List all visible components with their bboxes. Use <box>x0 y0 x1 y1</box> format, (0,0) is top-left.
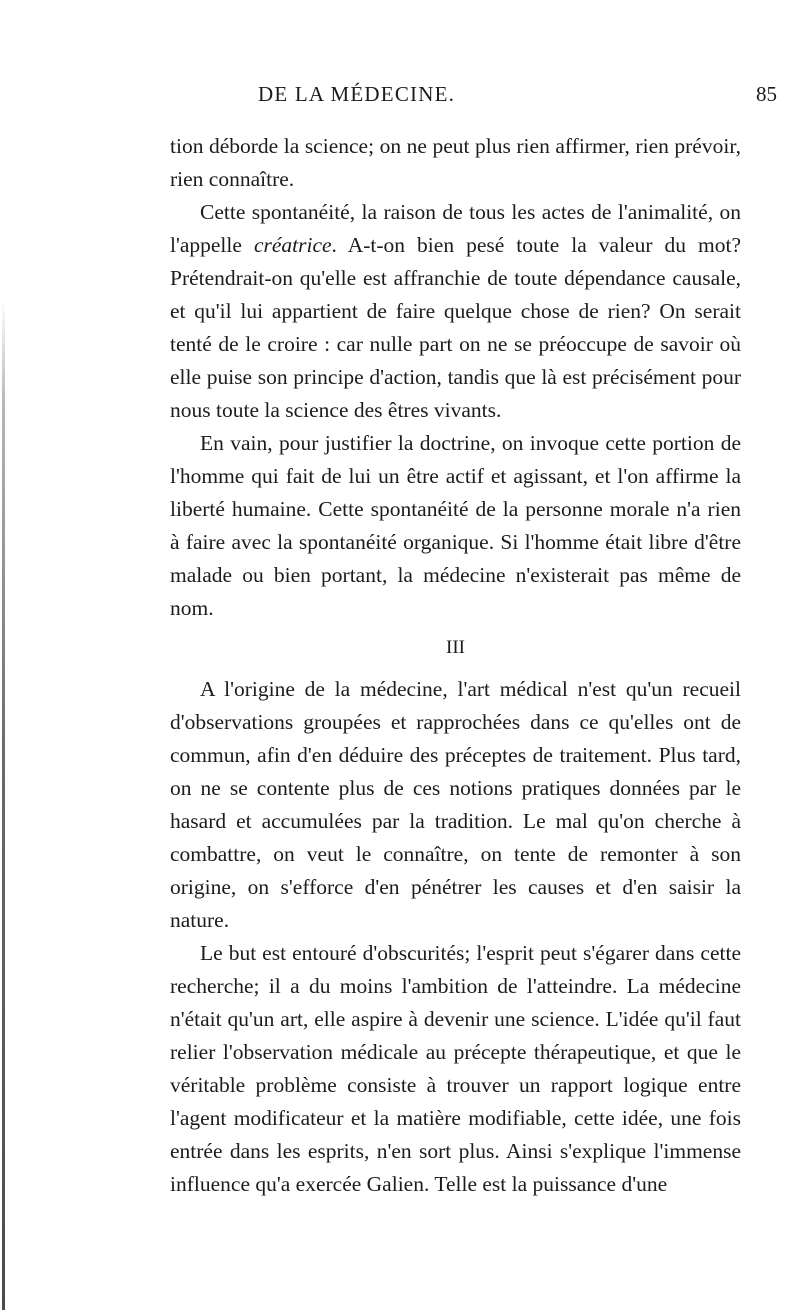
page-header <box>170 82 800 112</box>
paragraph: A l'origine de la médecine, l'art médical n'est qu'un recueil d'observations groupées et rapprochées dans ce qu'elles ont de commun, afin d'en déduire des préceptes de traitement. Plus tard, on ne se contente plus de ces notions pratiques données par le hasard et accumulées par la tradition. Le mal qu'on cherche à combattre, on veut le connaître, on tente de remonter à son origine, on s'efforce d'en pénétrer les causes et d'en saisir la nature. <box>170 677 741 932</box>
paragraph-continued: tion déborde la science; on ne peut plus rien affirmer, rien prévoir, rien connaître. <box>170 134 741 191</box>
running-title: DE LA MÉDECINE. <box>258 82 456 106</box>
paragraph: Le but est entouré d'obscurités; l'esprit peut s'égarer dans cette recherche; il a du moins l'ambition de l'atteindre. La médecine n'était qu'un art, elle aspire à devenir une science. L'idée qu'il faut relier l'observation médicale au précepte thérapeutique, et que le véritable problème consiste à trouver un rapport logique entre l'agent modificateur et la matière modifiable, cette idée, une fois entrée dans les esprits, n'en sort plus. Ainsi s'explique l'immense influence qu'a exercée Galien. Telle est la puissance d'une <box>170 941 741 1196</box>
body-text <box>170 130 741 1201</box>
page-number: 85 <box>756 82 777 106</box>
paragraph-text: . A-t-on bien pesé toute la valeur du mot? Prétendrait-on qu'elle est affranchie de toute dépendance causale, et qu'il lui appartient de faire quelque chose de rien? On serait tenté de le croire : car nulle part on ne se préoccupe de savoir où elle puise son principe d'action, tandis que là est précisément pour nous toute la science des êtres vivants. <box>170 233 741 422</box>
paragraph-text: Cette spontanéité, la raison de tous les actes de l'animalité, on l'appelle <box>170 200 741 257</box>
page-edge-shadow <box>2 300 5 1310</box>
section-heading: III <box>446 637 465 658</box>
italic-term: créatrice <box>253 233 332 257</box>
paragraph <box>170 196 741 427</box>
paragraph: En vain, pour justifier la doctrine, on invoque cette portion de l'homme qui fait de lui un être actif et agissant, et l'on affirme la liberté humaine. Cette spontanéité de la personne morale n'a rien à faire avec la spontanéité organique. Si l'homme était libre d'être malade ou bien portant, la médecine n'existerait pas même de nom. <box>170 431 741 620</box>
